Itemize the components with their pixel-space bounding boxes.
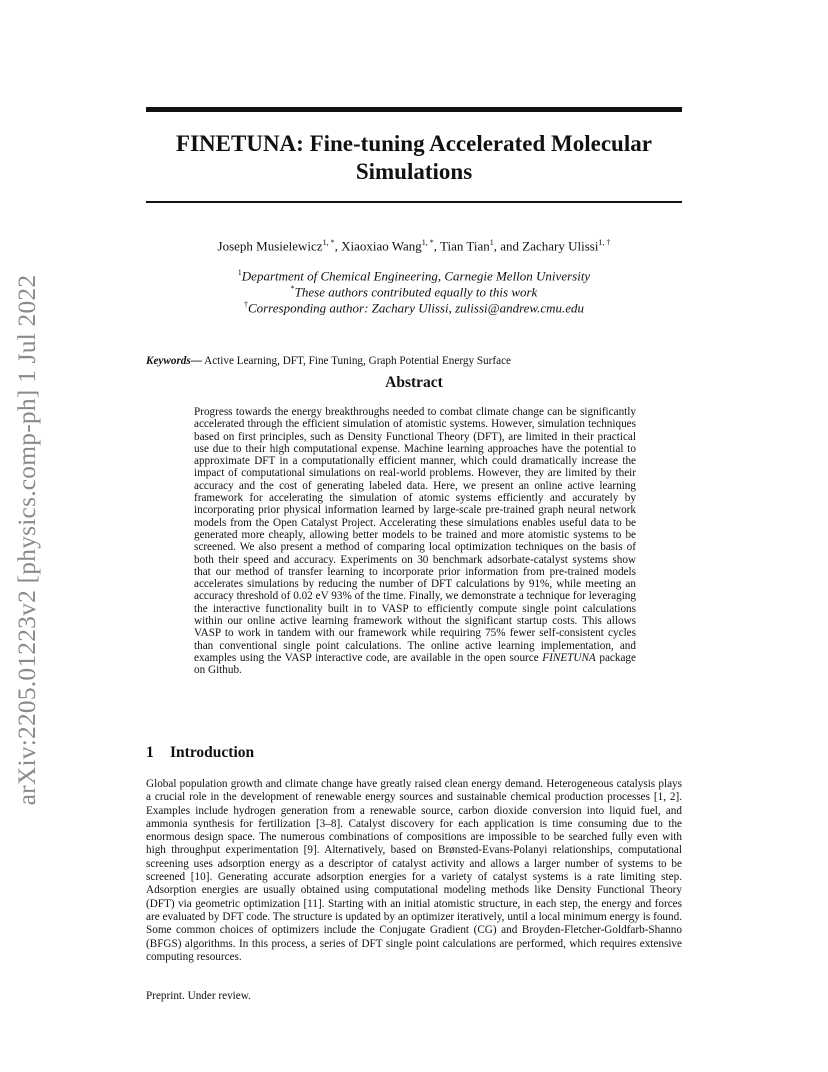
section-title: Introduction <box>170 744 255 761</box>
affiliation-text: Corresponding author: Zachary Ulissi, zulissi@andrew.cmu.edu <box>247 300 585 316</box>
author-affiliation-mark: 1, † <box>598 238 611 247</box>
keywords-label: Keywords— <box>146 355 202 367</box>
author-name: Joseph Musielewicz <box>217 238 323 254</box>
abstract-text <box>194 406 636 677</box>
preprint-footer: Preprint. Under review. <box>146 990 251 1002</box>
keywords-text: Active Learning, DFT, Fine Tuning, Graph Potential Energy Surface <box>204 355 512 367</box>
section-heading <box>146 744 254 762</box>
introduction-paragraph: Global population growth and climate change have greatly raised clean energy demand. Heterogeneous catalysis plays a crucial role in the development of renewable energy sources and sustainable chemical production processes [1, 2]. Examples include hydrogen generation from a renewable source, carbon dioxide conversion into liquid fuel, and ammonia synthesis for fertilization [3–8]. Catalyst discovery for each application is time consuming due to the enormous design space. The numerous combinations of compositions are impossible to be searched fully even with high throughput experimentation [9]. Alternatively, based on Brønsted-Evans-Polanyi relationships, computational screening uses adsorption energy as a descriptor of catalyst activity and allows a larger number of systems to be screened [10]. Generating accurate adsorption energies for a variety of catalyst systems is a rate limiting step. Adsorption energies are usually obtained using computational modeling methods like Density Functional Theory (DFT) via geometric optimization [11]. Starting with an initial atomistic structure, in each step, the energy and forces are evaluated by DFT code. The structure is updated by an optimizer iteratively, until a local minimum energy is found. Some common choices of optimizers include the Conjugate Gradient (CG) and Broyden-Fletcher-Goldfarb-Shanno (BFGS) algorithms. In this process, a series of DFT single point calculations are performed, which requires extensive computing resources. <box>146 778 682 963</box>
affiliation-mark: 1 <box>237 268 242 277</box>
author-affiliation-mark: 1 <box>489 238 494 247</box>
author-separator: , <box>334 238 342 254</box>
keywords-line <box>146 355 511 367</box>
affiliation-mark: * <box>290 284 295 293</box>
author-separator: , <box>433 238 441 254</box>
abstract-text-main: Progress towards the energy breakthroughs needed to combat climate change can be significantly accelerated through the efficient simulation of atomistic systems. However, simulation techniques based on first principles, such as Density Functional Theory (DFT), are limited in their practical use due to their high computational expense. Machine learning approaches have the potential to approximate DFT in a computationally efficient manner, which could dramatically increase the impact of computational simulations on real-world problems. However, they are limited by their accuracy and the cost of generating labeled data. Here, we present an online active learning framework for accelerating the simulation of atomic systems efficiently and accurately by incorporating prior physical information learned by large-scale pre-trained graph neural network models from the Open Catalyst Project. Accelerating these simulations enables useful data to be generated more cheaply, allowing better models to be trained and more atomistic systems to be screened. We also present a method of comparing local optimization techniques on the basis of both their speed and accuracy. Experiments on 30 benchmark adsorbate-catalyst systems show that our method of transfer learning to incorporate prior information from pre-trained models accelerates simulations by reducing the number of DFT calculations by 91%, while meeting an accuracy threshold of 0.02 eV 93% of the time. Finally, we demonstrate a technique for leveraging the interactive functionality built in to VASP to efficiently compute single point calculations within our online active learning framework without the significant startup costs. This allows VASP to work in tandem with our framework while requiring 75% fewer self-consistent cycles than conventional single point calculations. The online active learning implementation, and examples using the VASP interactive code, are available in the open source <box>194 406 636 664</box>
author-affiliation-mark: 1, * <box>421 238 434 247</box>
author-name: Tian Tian <box>440 238 490 254</box>
section-number: 1 <box>146 744 154 761</box>
author-name: Xiaoxiao Wang <box>341 238 422 254</box>
title-top-rule <box>146 107 682 112</box>
affiliation-text: These authors contributed equally to this work <box>294 284 538 300</box>
corresponding-author-note <box>146 300 682 316</box>
affiliation-mark: † <box>243 300 248 309</box>
author-name: Zachary Ulissi <box>522 238 599 254</box>
title-bottom-rule <box>146 201 682 203</box>
abstract-text-end: package on Github. <box>194 651 636 677</box>
author-list <box>146 238 682 254</box>
author-separator: , and <box>493 238 523 254</box>
arxiv-identifier: arXiv:2205.01223v2 [physics.comp-ph] 1 Jul 2022 <box>12 274 41 806</box>
paper-title: FINETUNA: Fine-tuning Accelerated Molecular Simulations <box>176 131 652 184</box>
affiliation-line <box>146 268 682 284</box>
abstract-package-name: FINETUNA <box>542 651 596 664</box>
author-affiliation-mark: 1, * <box>322 238 335 247</box>
equal-contribution-note <box>146 284 682 300</box>
affiliation-text: Department of Chemical Engineering, Carnegie Mellon University <box>241 268 591 284</box>
abstract-heading: Abstract <box>385 374 443 391</box>
